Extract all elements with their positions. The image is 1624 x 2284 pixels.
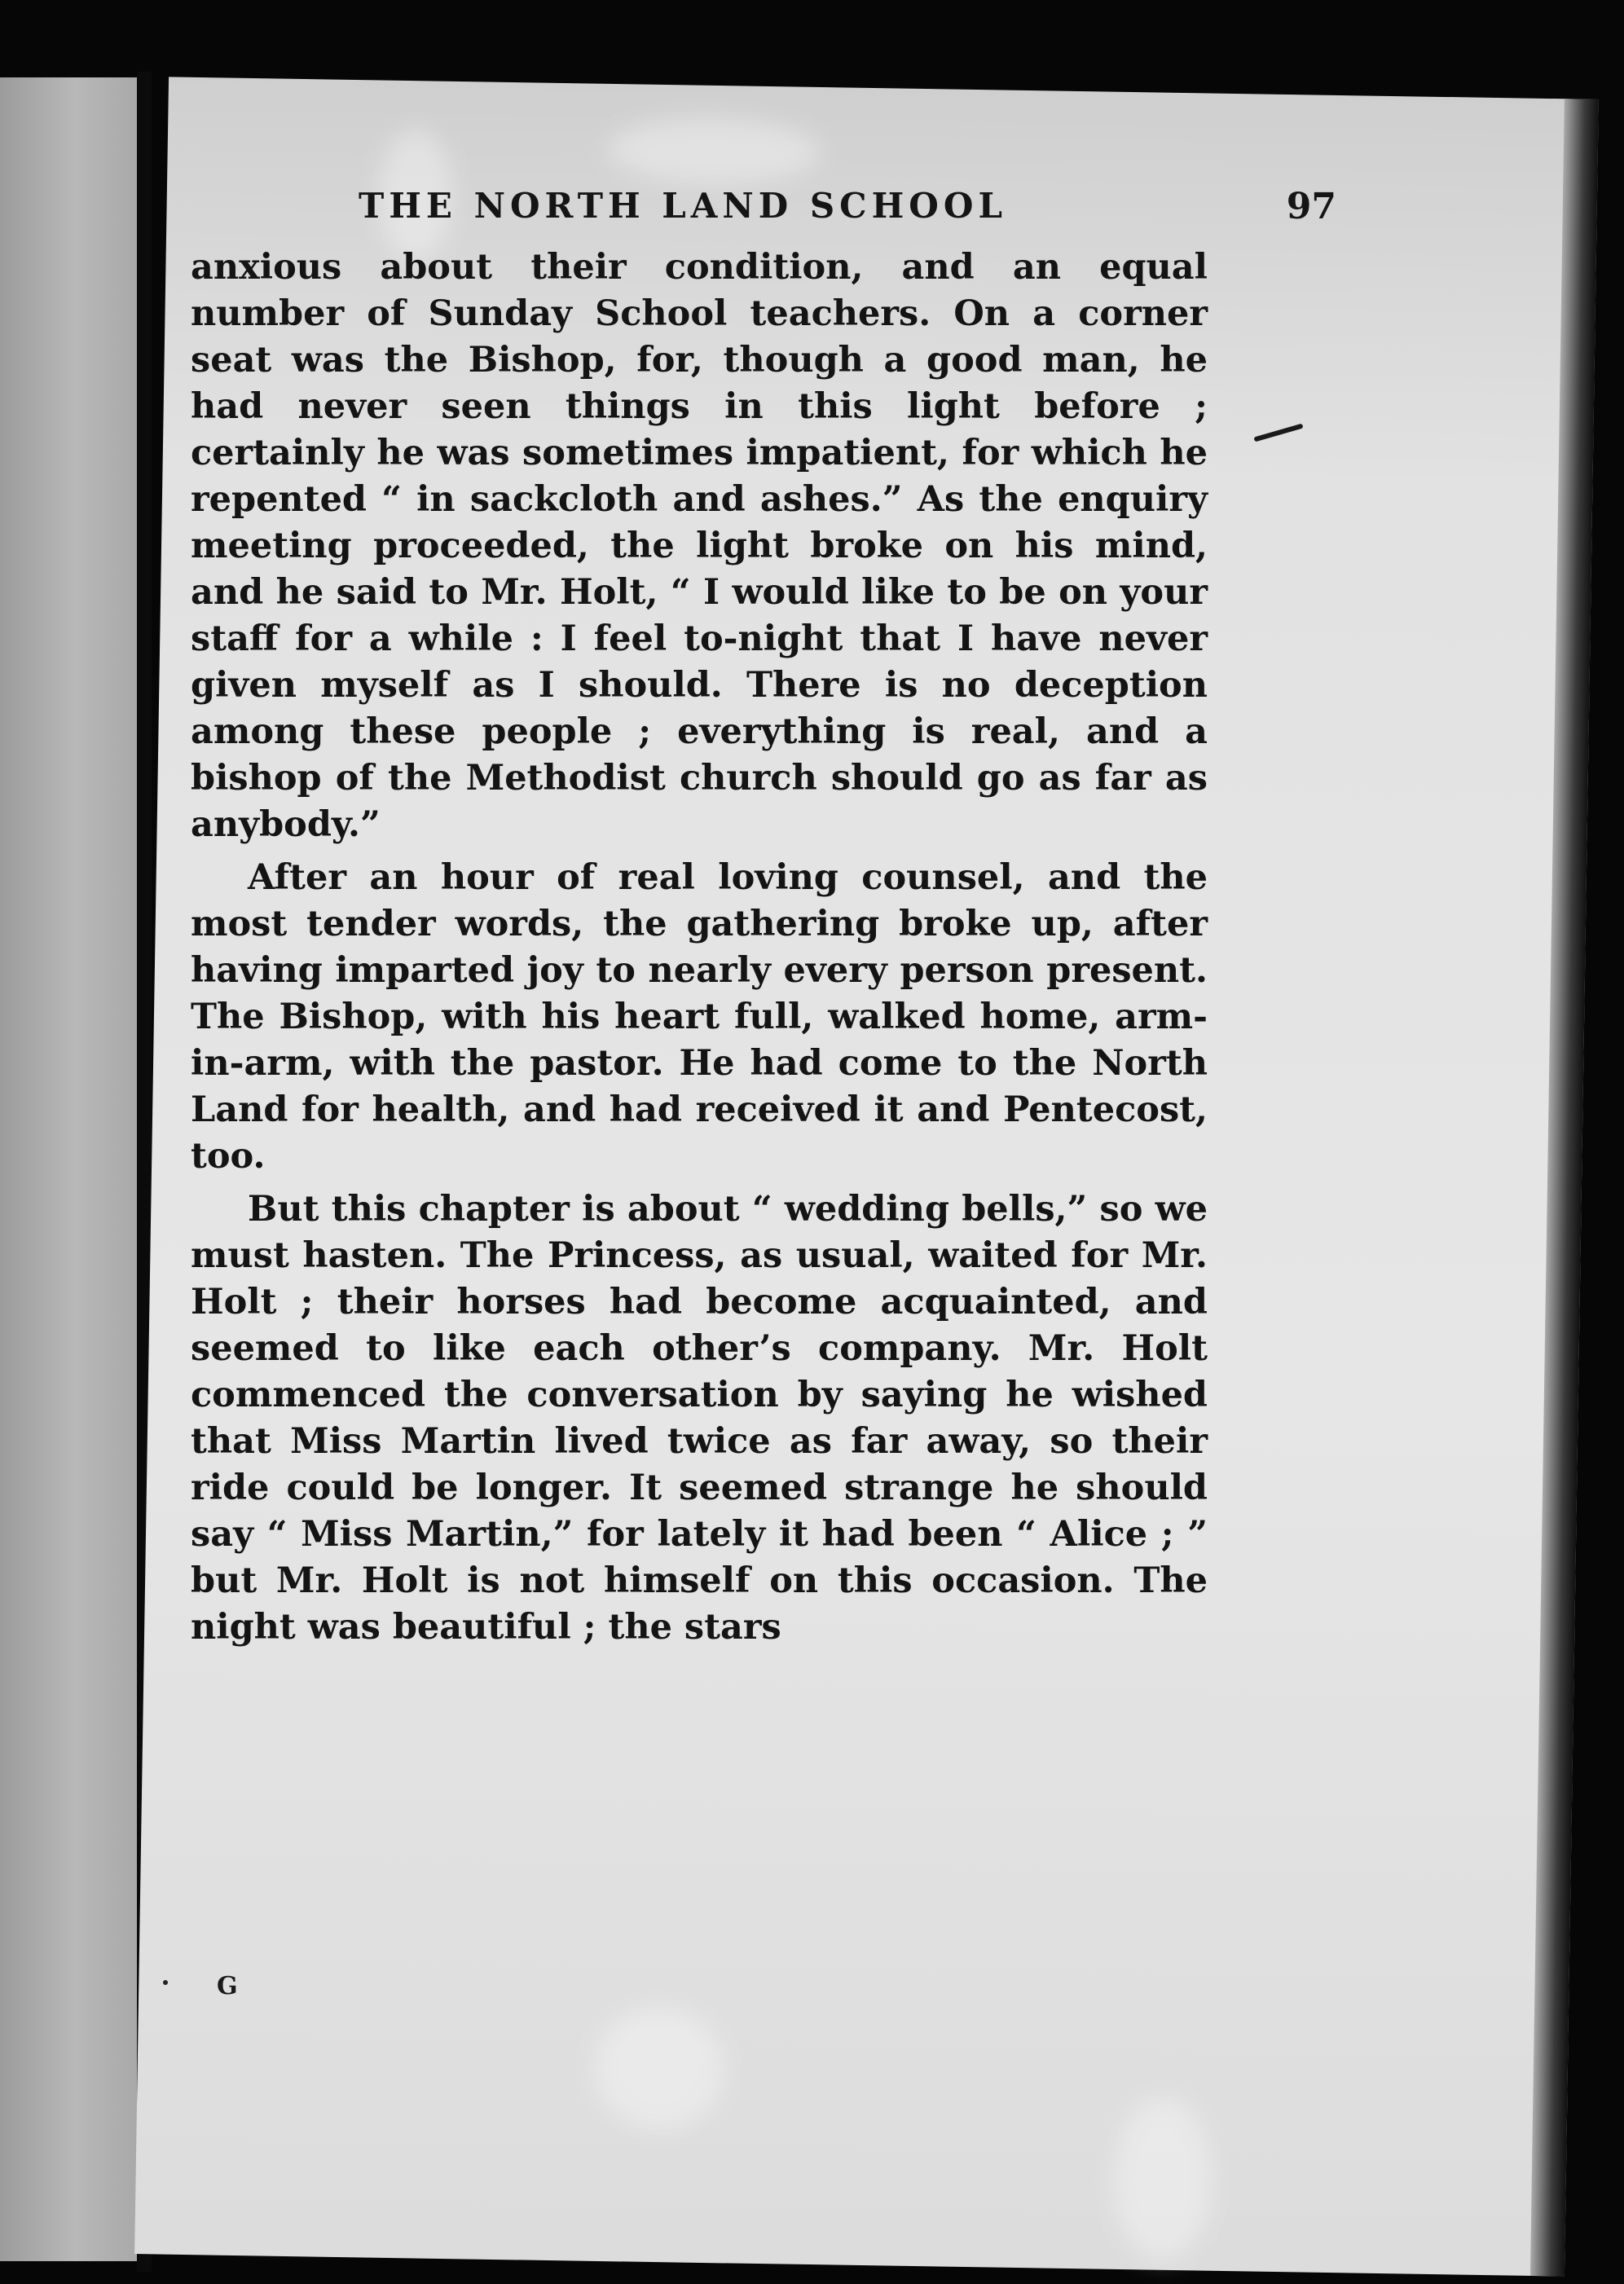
paragraph: But this chapter is about “ wedding bells,” so we must hasten. The Princess, as usual, waited for Mr. Holt ; their horses had become acquainted, and seemed to like each other’s company. Mr. Holt commenced the conversation by saying he wished that Miss Martin lived twice as far away, so their ride could be longer. It seemed strange he should say “ Miss Martin,” for lately it had been “ Alice ; ” but Mr. Holt is not himself on this occasion. The night was beautiful ; the stars bbox=[191, 1189, 1208, 1648]
paper-smudge bbox=[593, 2007, 725, 2131]
running-head-title: THE NORTH LAND SCHOOL bbox=[359, 186, 1007, 226]
paper-smudge bbox=[1112, 2097, 1212, 2261]
paragraph: anxious about their condition, and an equal number of Sunday School teachers. On a corner seat was the Bishop, for, though a good man, he had never seen things in this light before ; certainly he was sometimes impatient, for which he repented “ in sackcloth and ashes.” As the enquiry meeting proceeded, the light broke on his mind, and he said to Mr. Holt, “ I would like to be on your staff for a while : I feel to-night that I have never given myself as I should. There is no deception among these people ; everything is real, and a bishop of the Methodist church should go as far as anybody.” bbox=[191, 247, 1208, 845]
facing-page-edge bbox=[0, 77, 137, 2261]
printer-dot bbox=[163, 1980, 168, 1985]
signature-mark: G bbox=[217, 1972, 238, 2000]
paper-smudge bbox=[607, 117, 820, 185]
page-edge-shadow bbox=[1530, 99, 1599, 2276]
running-head bbox=[359, 186, 1336, 235]
paragraph: After an hour of real loving counsel, and the most tender words, the gathering broke up, after having imparted joy to nearly every person present. The Bishop, with his heart full, walked home, arm-in-arm, with the pastor. He had come to the North Land for health, and had received it and Pentecost, too. bbox=[191, 857, 1208, 1177]
body-text bbox=[191, 244, 1208, 1657]
page-number: 97 bbox=[1286, 186, 1336, 227]
